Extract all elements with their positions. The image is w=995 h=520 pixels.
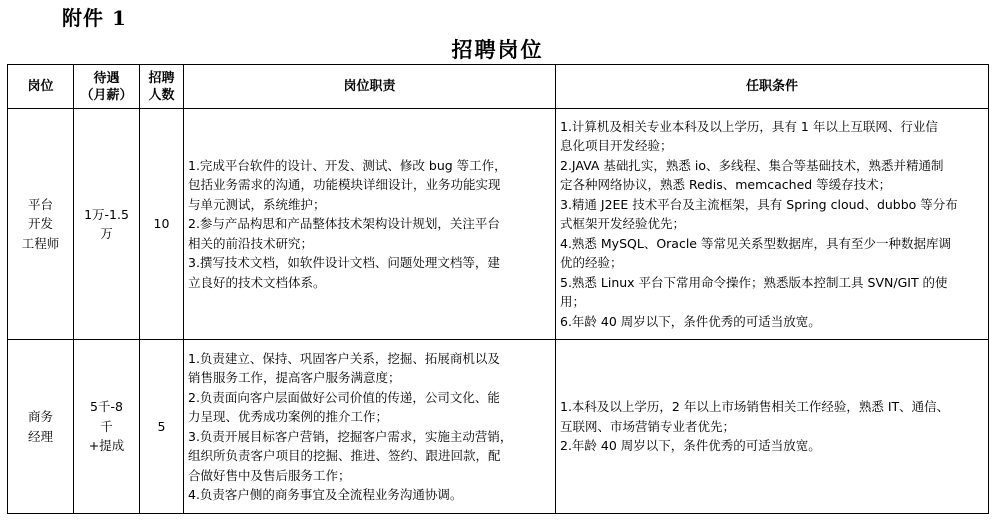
- req-line: 4.熟悉 MySQL、Oracle 等常见关系型数据库，具有至少一种数据库调: [560, 235, 951, 251]
- table-header-row: [8, 65, 989, 109]
- position-line: 经理: [27, 428, 53, 444]
- requirements-cell: [556, 109, 989, 340]
- salary-line: 千: [100, 418, 113, 434]
- req-line: 3.精通 J2EE 技术平台及主流框架，具有 Spring cloud、dubbo 等分布: [560, 196, 958, 212]
- duties-cell: [184, 340, 556, 514]
- position-cell: [8, 340, 74, 514]
- header-count-line: 人数: [148, 87, 175, 103]
- position-line: 平台: [27, 196, 53, 212]
- count-cell: 5: [140, 340, 184, 514]
- header-count: [140, 65, 184, 109]
- req-line: 定各种网络协议，熟悉 Redis、memcached 等缓存技术；: [560, 177, 892, 193]
- position-line: 开发: [27, 216, 53, 232]
- salary-line: 5千-8: [90, 399, 123, 415]
- header-salary: [74, 65, 140, 109]
- table-row: [8, 340, 989, 514]
- duty-line: 4.负责客户侧的商务事宜及全流程业务沟通协调。: [188, 487, 463, 502]
- duty-line: 相关的前沿技术研究；: [188, 235, 314, 251]
- req-line: 式框架开发经验优先；: [560, 216, 686, 232]
- duties-cell: [184, 109, 556, 340]
- req-line: 6.年龄 40 周岁以下，条件优秀的可适当放宽。: [560, 313, 821, 329]
- duty-line: 1.负责建立、保持、巩固客户关系，挖掘、拓展商机以及: [188, 350, 500, 366]
- page-title: 招聘岗位: [451, 37, 544, 62]
- duty-line: 合做好售中及售后服务工作；: [188, 467, 351, 483]
- header-count-line: 招聘: [148, 70, 175, 86]
- duty-line: 与单元测试，系统维护；: [188, 196, 326, 212]
- salary-line: 万: [100, 226, 113, 241]
- req-line: 互联网、市场营销专业者优先；: [560, 418, 736, 434]
- count-cell: 10: [140, 109, 184, 340]
- duty-line: 3.负责开展目标客户营销，挖掘客户需求，实施主动营销，: [188, 428, 513, 444]
- duty-line: 2.负责面向客户层面做好公司价值的传递，公司文化、能: [188, 389, 500, 405]
- duty-line: 包括业务需求的沟通，功能模块详细设计，业务功能实现: [188, 177, 501, 193]
- duty-line: 组织所负责客户项目的挖掘、推进、签约、跟进回款，配: [188, 448, 501, 463]
- duty-line: 力呈现、优秀成功案例的推介工作；: [188, 409, 389, 424]
- table-row: [8, 109, 989, 340]
- req-line: 用；: [560, 294, 586, 310]
- header-duties: 岗位职责: [184, 65, 556, 109]
- salary-cell: [74, 340, 140, 514]
- req-line: 优的经验；: [560, 255, 623, 271]
- duty-line: 2.参与产品构思和产品整体技术架构设计规划，关注平台: [188, 216, 500, 232]
- attachment-label: 附件 1: [62, 6, 127, 30]
- position-line: 工程师: [21, 235, 60, 251]
- req-line: 2.JAVA 基础扎实，熟悉 io、多线程、集合等基础技术，熟悉并精通制: [560, 157, 944, 173]
- recruitment-table: [7, 64, 989, 514]
- salary-cell: [74, 109, 140, 340]
- header-requirements: 任职条件: [556, 65, 989, 109]
- requirements-cell: [556, 340, 989, 514]
- position-line: 商务: [27, 409, 53, 424]
- header-salary-line: 待遇: [93, 70, 120, 86]
- req-line: 1.本科及以上学历，2 年以上市场销售相关工作经验，熟悉 IT、通信、: [560, 399, 950, 415]
- header-position: 岗位: [8, 65, 74, 109]
- salary-line: 1万-1.5: [84, 206, 129, 222]
- duty-line: 3.撰写技术文档，如软件设计文档、问题处理文档等，建: [188, 255, 500, 271]
- duty-line: 1.完成平台软件的设计、开发、测试、修改 bug 等工作，: [188, 157, 507, 173]
- duty-line: 立良好的技术文档体系。: [188, 274, 326, 290]
- header-salary-line: （月薪）: [80, 87, 133, 103]
- req-line: 2.年龄 40 周岁以下，条件优秀的可适当放宽。: [560, 438, 821, 454]
- req-line: 5.熟悉 Linux 平台下常用命令操作；熟悉版本控制工具 SVN/GIT 的使: [560, 274, 948, 290]
- req-line: 1.计算机及相关专业本科及以上学历，具有 1 年以上互联网、行业信: [560, 118, 938, 134]
- salary-line: +提成: [88, 438, 125, 454]
- position-cell: [8, 109, 74, 340]
- req-line: 息化项目开发经验；: [560, 138, 673, 154]
- duty-line: 销售服务工作，提高客户服务满意度；: [188, 370, 401, 385]
